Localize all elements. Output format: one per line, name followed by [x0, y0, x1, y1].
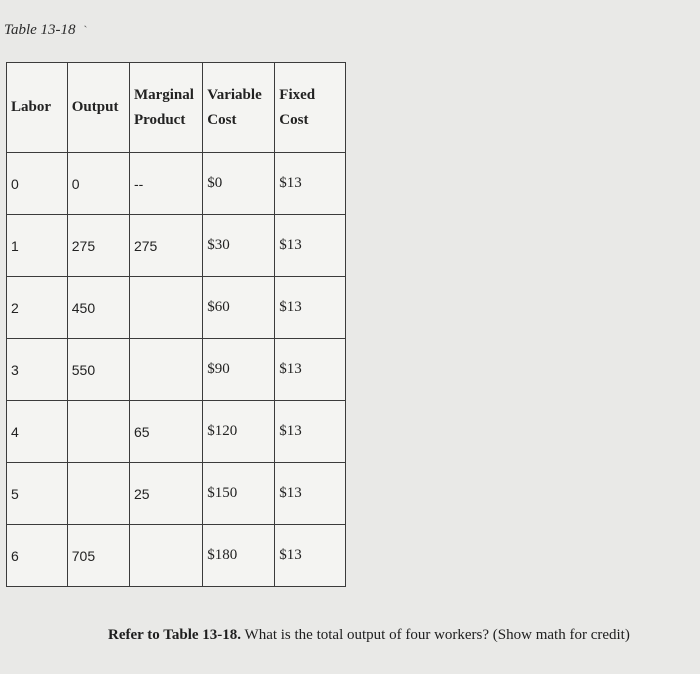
header-marginal-product: Marginal Product	[129, 63, 202, 153]
table-row	[7, 463, 346, 525]
cell-output	[67, 401, 129, 463]
cell-variable-cost: $60	[203, 277, 275, 339]
cell-marginal-product: 65	[129, 401, 202, 463]
question-body: What is the total output of four workers? (Show math for credit)	[244, 627, 630, 643]
cell-output	[67, 463, 129, 525]
cell-labor: 6	[7, 525, 68, 587]
cell-marginal-product: 275	[129, 215, 202, 277]
cell-marginal-product	[129, 339, 202, 401]
header-variable-cost: Variable Cost	[203, 63, 275, 153]
cell-fixed-cost: $13	[275, 277, 346, 339]
question-reference: Refer to Table 13-18.	[108, 627, 242, 643]
table-row	[7, 525, 346, 587]
table-row	[7, 277, 346, 339]
table-row	[7, 401, 346, 463]
cell-marginal-product	[129, 277, 202, 339]
cell-fixed-cost: $13	[275, 463, 346, 525]
cell-labor: 1	[7, 215, 68, 277]
header-fixed-cost: Fixed Cost	[275, 63, 346, 153]
cell-variable-cost: $90	[203, 339, 275, 401]
table-row	[7, 215, 346, 277]
cell-output: 550	[67, 339, 129, 401]
cell-variable-cost: $150	[203, 463, 275, 525]
cell-output: 705	[67, 525, 129, 587]
header-labor: Labor	[7, 63, 68, 153]
table-row	[7, 153, 346, 215]
table-title: Table 13-18	[4, 22, 76, 38]
cost-table	[6, 62, 346, 587]
cell-fixed-cost: $13	[275, 153, 346, 215]
table-caption	[4, 22, 88, 39]
cell-labor: 4	[7, 401, 68, 463]
cell-output: 450	[67, 277, 129, 339]
cell-fixed-cost: $13	[275, 401, 346, 463]
cell-variable-cost: $0	[203, 153, 275, 215]
cell-marginal-product: --	[129, 153, 202, 215]
cell-labor: 3	[7, 339, 68, 401]
header-output: Output	[67, 63, 129, 153]
cell-fixed-cost: $13	[275, 215, 346, 277]
table-header-row	[7, 63, 346, 153]
cell-variable-cost: $180	[203, 525, 275, 587]
cell-labor: 0	[7, 153, 68, 215]
cell-output: 0	[67, 153, 129, 215]
cell-fixed-cost: $13	[275, 339, 346, 401]
cell-marginal-product	[129, 525, 202, 587]
cell-labor: 5	[7, 463, 68, 525]
caption-mark: `	[83, 23, 88, 37]
cell-variable-cost: $120	[203, 401, 275, 463]
table-row	[7, 339, 346, 401]
cell-labor: 2	[7, 277, 68, 339]
cell-output: 275	[67, 215, 129, 277]
question-text	[108, 627, 630, 644]
cell-fixed-cost: $13	[275, 525, 346, 587]
cell-variable-cost: $30	[203, 215, 275, 277]
cell-marginal-product: 25	[129, 463, 202, 525]
